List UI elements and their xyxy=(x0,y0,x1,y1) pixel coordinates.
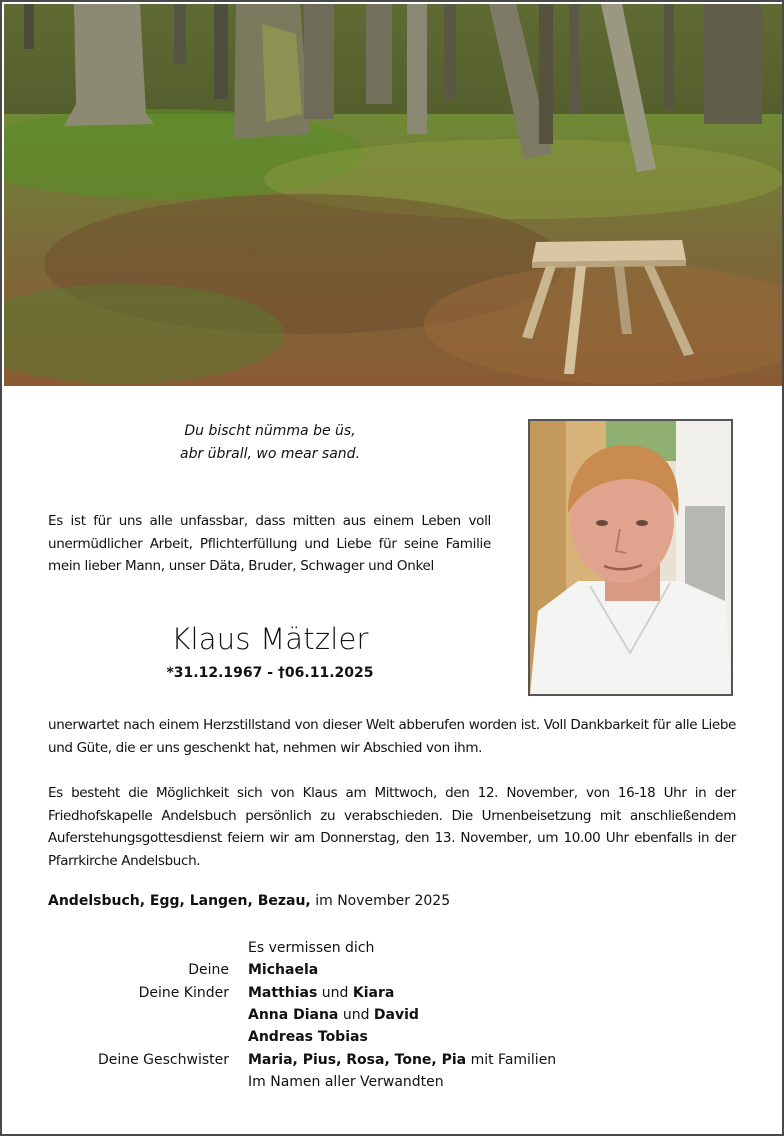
children-label: Deine Kinder xyxy=(138,985,229,1001)
deceased-name: Klaus Mätzler xyxy=(171,622,369,656)
paragraph-ceremony: Es besteht die Möglichkeit sich von Klaus am Mittwoch, den 12. November, von 16-18 Uhr in der Friedhofskapelle Andelsbuch persönlich zu verabschieden. Die Urnenbeisetzung mit anschließendem Auferstehungsgottesdienst feiern wir am Donnerstag, den 13. November, um 10.00 Uhr ebenfalls in der Pfarrkirche Andelsbuch. xyxy=(48,785,736,869)
place-date-line xyxy=(48,893,450,909)
conjunction: und xyxy=(342,1007,370,1023)
child-1-name: Matthias xyxy=(248,985,318,1001)
siblings-label: Deine Geschwister xyxy=(97,1052,229,1068)
portrait-photo xyxy=(528,419,733,696)
conjunction: und xyxy=(321,985,349,1001)
deceased-dates: *31.12.1967 - †06.11.2025 xyxy=(166,665,374,681)
mourners-intro: Es vermissen dich xyxy=(248,940,375,956)
hero-image-forest-stool xyxy=(4,4,782,386)
place-locations: Andelsbuch, Egg, Langen, Bezau, xyxy=(48,893,311,909)
child-3-name: Andreas Tobias xyxy=(248,1029,368,1045)
child-1-partner: Kiara xyxy=(352,985,395,1001)
child-2-name: Anna Diana xyxy=(248,1007,339,1023)
mourners-children-row-3 xyxy=(2,1026,784,1048)
mourners-intro-row xyxy=(2,937,784,959)
paragraph-farewell: unerwartet nach einem Herzstillstand von dieser Welt abberufen worden ist. Voll Dankbarkeit für alle Liebe und Güte, die er uns geschenkt hat, nehmen wir Abschied von ihm. xyxy=(48,717,736,756)
wife-name: Michaela xyxy=(248,962,319,978)
mourners-wife-row xyxy=(2,959,784,981)
mourners-children-row-1 xyxy=(2,982,784,1004)
intro-paragraph: Es ist für uns alle unfassbar, dass mitten aus einem Leben voll unermüdlicher Arbeit, Pflichterfüllung und Liebe für seine Familie mein lieber Mann, unser Däta, Bruder, Schwager und Onkel xyxy=(48,513,491,574)
mourners-children-row-2 xyxy=(2,1004,784,1026)
verse-line-1: Du bischt nümma be üs, xyxy=(184,423,356,439)
child-2-partner: David xyxy=(373,1007,419,1023)
verse-line-2: abr übrall, wo mear sand. xyxy=(179,446,361,462)
wife-label: Deine xyxy=(188,962,229,978)
place-date: im November 2025 xyxy=(315,893,451,909)
siblings-names: Maria, Pius, Rosa, Tone, Pia xyxy=(248,1052,467,1068)
verse xyxy=(132,420,408,466)
mourners-siblings-row xyxy=(2,1049,784,1071)
mourners-closing: Im Namen aller Verwandten xyxy=(248,1074,444,1090)
mourners-closing-row xyxy=(2,1071,784,1093)
siblings-suffix: mit Familien xyxy=(470,1052,557,1068)
